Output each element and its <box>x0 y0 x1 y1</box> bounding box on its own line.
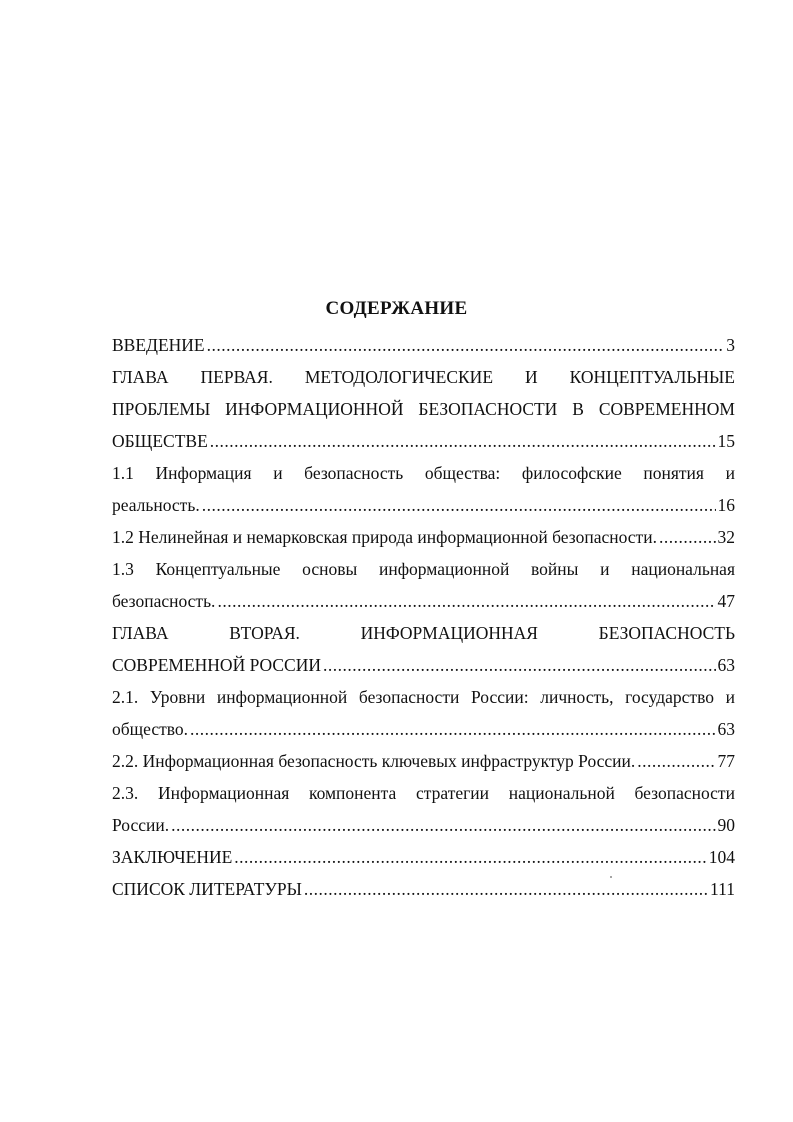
toc-entry-line <box>112 617 735 649</box>
page-number: 63 <box>717 719 735 739</box>
toc-word: ПЕРВАЯ. <box>200 367 273 387</box>
toc-word: Концептуальные <box>155 559 281 579</box>
toc-word: ПРОБЛЕМЫ <box>112 399 211 419</box>
dot-leader <box>234 841 706 873</box>
toc-entry-final-line <box>112 873 735 905</box>
toc-entry-final-line <box>112 521 735 553</box>
toc-word: Уровни <box>149 687 206 707</box>
toc-word: ИНФОРМАЦИОННАЯ <box>360 623 538 643</box>
toc-entry-title: СОВРЕМЕННОЙ РОССИИ <box>112 655 322 675</box>
toc-entry-title: ВВЕДЕНИЕ <box>112 335 205 355</box>
toc-entry-line <box>112 393 735 425</box>
toc-word: компонента <box>308 783 397 803</box>
toc-word: личность, <box>540 687 614 707</box>
page-number: 104 <box>708 847 735 867</box>
toc-entry <box>112 329 735 361</box>
toc-entry-final-line <box>112 745 735 777</box>
toc-word: КОНЦЕПТУАЛЬНЫЕ <box>569 367 735 387</box>
toc-entry-final-line <box>112 329 735 361</box>
toc-entry <box>112 553 735 617</box>
toc-entry-final-line <box>112 425 735 457</box>
toc-word: БЕЗОПАСНОСТЬ <box>598 623 735 643</box>
toc-word: безопасности <box>358 687 460 707</box>
toc-entry-title: России. <box>112 815 170 835</box>
toc-word: информационной <box>378 559 510 579</box>
page-number: 77 <box>717 751 735 771</box>
toc-entry-title: 2.2. Информационная безопасность ключевых инфраструктур России. <box>112 751 636 771</box>
toc-word: Информационная <box>157 783 290 803</box>
toc-entry-line <box>112 681 735 713</box>
toc-word: войны <box>531 559 579 579</box>
toc-word: и <box>600 559 610 579</box>
toc-word: БЕЗОПАСНОСТИ <box>418 399 558 419</box>
toc-word: философские <box>521 463 622 483</box>
toc-word: СОВРЕМЕННОМ <box>598 399 735 419</box>
toc-word: безопасность <box>304 463 404 483</box>
toc-entry-final-line <box>112 713 735 745</box>
toc-word: ГЛАВА <box>112 623 169 643</box>
toc-entry-line <box>112 457 735 489</box>
toc-entry-title: безопасность. <box>112 591 216 611</box>
page-number: 16 <box>717 495 735 515</box>
toc-entry-final-line <box>112 649 735 681</box>
toc-word: стратегии <box>416 783 490 803</box>
toc-entry-final-line <box>112 489 735 521</box>
toc-entry <box>112 873 735 905</box>
table-of-contents <box>112 329 735 905</box>
toc-word: Информация <box>155 463 252 483</box>
toc-entry-final-line <box>112 841 735 873</box>
toc-word: и <box>273 463 283 483</box>
toc-word: и <box>725 687 735 707</box>
toc-word: ВТОРАЯ. <box>229 623 300 643</box>
page-number: 32 <box>717 527 735 547</box>
dot-leader <box>659 521 716 553</box>
toc-word: национальная <box>631 559 735 579</box>
toc-entry-line <box>112 777 735 809</box>
toc-word: ГЛАВА <box>112 367 169 387</box>
scan-speck <box>610 876 612 878</box>
dot-leader <box>210 425 716 457</box>
toc-entry-title: реальность. <box>112 495 200 515</box>
page-number: 63 <box>717 655 735 675</box>
toc-word: 2.1. <box>112 687 139 707</box>
dot-leader <box>190 713 715 745</box>
toc-word: В <box>572 399 584 419</box>
toc-word: России: <box>470 687 529 707</box>
toc-entry <box>112 361 735 457</box>
dot-leader <box>171 809 715 841</box>
page-number: 111 <box>710 879 735 899</box>
toc-word: понятия <box>643 463 704 483</box>
toc-entry <box>112 457 735 521</box>
toc-entry-final-line <box>112 585 735 617</box>
page-title: СОДЕРЖАНИЕ <box>325 298 468 319</box>
toc-word: национальной <box>508 783 615 803</box>
toc-word: 1.3 <box>112 559 134 579</box>
toc-word: и <box>725 463 735 483</box>
toc-entry <box>112 521 735 553</box>
page-number: 3 <box>726 335 735 355</box>
toc-word: 2.3. <box>112 783 139 803</box>
dot-leader <box>202 489 716 521</box>
toc-entry <box>112 617 735 681</box>
toc-word: основы <box>302 559 358 579</box>
toc-entry-title: СПИСОК ЛИТЕРАТУРЫ <box>112 879 302 899</box>
toc-entry <box>112 745 735 777</box>
toc-word: ИНФОРМАЦИОННОЙ <box>225 399 404 419</box>
page-number: 90 <box>717 815 735 835</box>
page-number: 47 <box>717 591 735 611</box>
dot-leader <box>304 873 708 905</box>
dot-leader <box>207 329 725 361</box>
toc-word: безопасности <box>634 783 735 803</box>
toc-entry <box>112 841 735 873</box>
dot-leader <box>217 585 715 617</box>
toc-entry-title: 1.2 Нелинейная и немарковская природа информационной безопасности. <box>112 527 657 547</box>
toc-entry-line <box>112 553 735 585</box>
dot-leader <box>323 649 715 681</box>
toc-entry-line <box>112 361 735 393</box>
toc-entry-title: общество. <box>112 719 189 739</box>
toc-entry-title: ОБЩЕСТВЕ <box>112 431 208 451</box>
toc-entry <box>112 777 735 841</box>
toc-word: МЕТОДОЛОГИЧЕСКИЕ <box>304 367 494 387</box>
toc-word: И <box>525 367 538 387</box>
toc-entry-title: ЗАКЛЮЧЕНИЕ <box>112 847 233 867</box>
page-number: 15 <box>717 431 735 451</box>
toc-entry <box>112 681 735 745</box>
toc-word: информационной <box>216 687 348 707</box>
toc-word: 1.1 <box>112 463 134 483</box>
toc-entry-final-line <box>112 809 735 841</box>
dot-leader <box>637 745 715 777</box>
toc-word: общества: <box>424 463 501 483</box>
toc-word: государство <box>625 687 714 707</box>
